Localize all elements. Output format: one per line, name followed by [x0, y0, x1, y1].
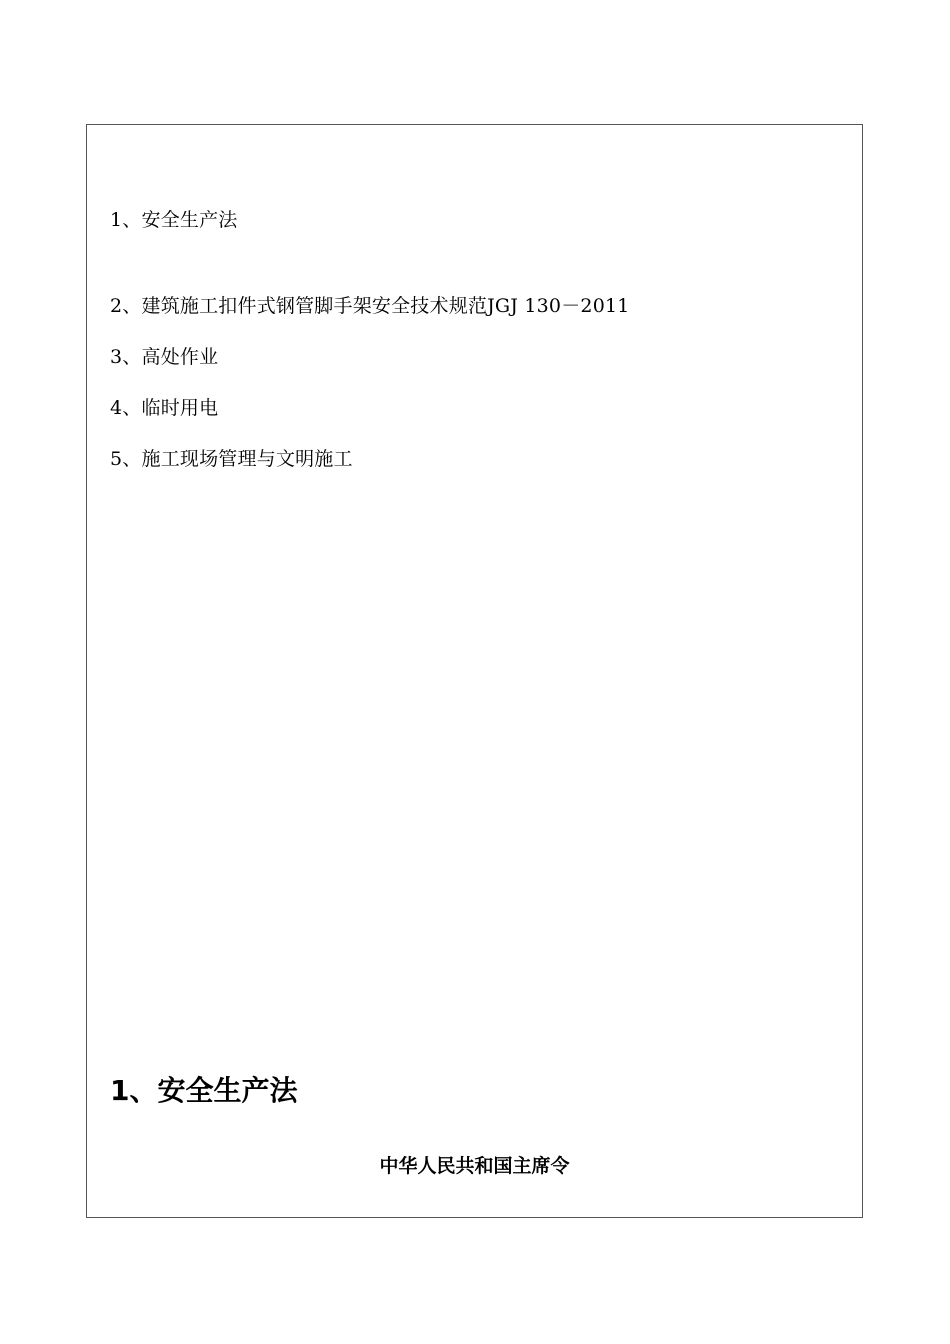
- toc-item-4: 4、临时用电: [110, 397, 219, 419]
- document-frame: [86, 124, 863, 1218]
- toc-item-1: 1、安全生产法: [110, 209, 238, 231]
- toc-item-2: 2、建筑施工扣件式钢管脚手架安全技术规范JGJ 130－2011: [110, 295, 630, 317]
- toc-item-5: 5、施工现场管理与文明施工: [110, 448, 353, 470]
- toc-item-3: 3、高处作业: [110, 346, 219, 368]
- presidential-order-title: 中华人民共和国主席令: [379, 1155, 570, 1177]
- section-heading: 1、安全生产法: [110, 1074, 298, 1107]
